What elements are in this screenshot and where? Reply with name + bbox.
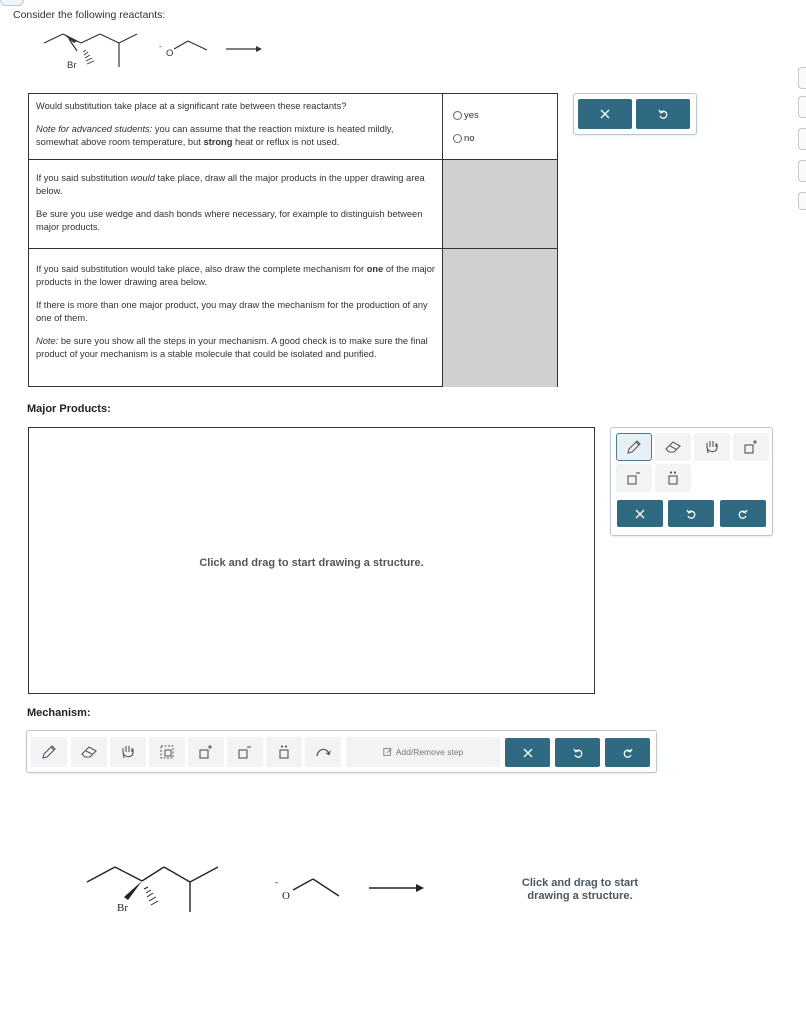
bond: [115, 867, 142, 881]
redo-mechanism-button[interactable]: [605, 738, 650, 767]
bond: [87, 867, 115, 882]
prompt-text: Consider the following reactants:: [13, 9, 166, 21]
selection-icon: [158, 743, 176, 761]
add-charge-tool[interactable]: [733, 433, 769, 461]
pencil-icon: [625, 438, 643, 456]
lone-pair-tool[interactable]: [655, 464, 691, 492]
selection-tool[interactable]: [149, 737, 185, 767]
question-table: [28, 93, 558, 387]
question-row-substitution: [29, 94, 557, 160]
clear-mechanism-button[interactable]: [505, 738, 550, 767]
hand-icon: [703, 438, 721, 456]
close-icon: [599, 108, 611, 120]
disabled-answer-cell: [443, 160, 557, 248]
mechanism-instruction-3: Note: be sure you show all the steps in your mechanism. A good check is to make sure the final product of your mechanism is a stable molecule that could be isolated and purified.: [36, 336, 428, 359]
radio-no[interactable]: [453, 133, 475, 144]
edge-tab: [798, 96, 806, 118]
bond: [313, 879, 339, 896]
reaction-arrow-head: [416, 884, 424, 892]
radio-yes-label: yes: [464, 110, 479, 121]
wedge-bond: [63, 34, 77, 43]
eraser-icon: [80, 743, 98, 761]
bond: [44, 34, 63, 43]
question-row-products: [29, 160, 557, 249]
major-products-title: Major Products:: [27, 403, 111, 415]
question-text: Would substitution take place at a significant rate between these reactants?: [36, 101, 347, 111]
add-charge-tool[interactable]: [188, 737, 224, 767]
bond: [81, 34, 100, 43]
mechanism-drawing-hint: Click and drag to start drawing a structure.: [521, 877, 639, 902]
hand-tool[interactable]: [694, 433, 730, 461]
edge-tab: [798, 67, 806, 89]
products-instruction-1: If you said substitution would take place, draw all the major products in the upper drawing area below.: [36, 173, 425, 196]
eraser-icon: [664, 438, 682, 456]
answer-buttons-panel: [573, 93, 697, 135]
pencil-tool[interactable]: [616, 433, 652, 461]
lone-pair-icon: [275, 743, 293, 761]
negative-charge-label: -: [275, 877, 278, 887]
top-edge-marker: [0, 0, 24, 6]
reaction-arrow-head: [256, 46, 262, 52]
minus-charge-tool[interactable]: [616, 464, 652, 492]
mechanism-toolbar: [26, 730, 657, 773]
hash-bond: [83, 50, 94, 64]
radio-no-label: no: [464, 133, 475, 144]
oxygen-label: O: [166, 48, 174, 59]
add-remove-step-label: Add/Remove step: [395, 747, 464, 757]
redo-drawing-button[interactable]: [720, 500, 766, 527]
undo-mechanism-button[interactable]: [555, 738, 600, 767]
mechanism-instruction-1: If you said substitution would take place, also draw the complete mechanism for one of the major products in the lower drawing area below.: [36, 264, 435, 287]
note-label: Note for advanced students:: [36, 124, 153, 134]
undo-icon: [657, 108, 669, 120]
clear-drawing-button[interactable]: [617, 500, 663, 527]
radio-no-circle[interactable]: [453, 134, 462, 143]
radio-yes-circle[interactable]: [453, 111, 462, 120]
add-charge-icon: [742, 438, 760, 456]
clear-button[interactable]: [578, 99, 632, 129]
drawing-hint: Click and drag to start drawing a structure.: [199, 557, 424, 569]
redo-icon: [622, 747, 634, 759]
answer-cell: [443, 94, 557, 159]
products-instructions: [29, 160, 443, 248]
negative-charge-label: -: [159, 42, 162, 51]
mechanism-instruction-2: If there is more than one major product, you may draw the mechanism for the production of any one of them.: [36, 300, 428, 323]
edge-tab: [798, 160, 806, 182]
bond: [188, 41, 207, 50]
advanced-note: Note for advanced students: you can assume that the reaction mixture is heated mildly, somewhat above room temperature, but strong heat or reflux is not used.: [36, 124, 394, 147]
bond: [174, 41, 188, 49]
undo-icon: [685, 508, 697, 520]
pencil-icon: [40, 743, 58, 761]
eraser-tool[interactable]: [71, 737, 107, 767]
minus-charge-icon: [625, 469, 643, 487]
pencil-tool[interactable]: [31, 737, 67, 767]
minus-charge-tool[interactable]: [227, 737, 263, 767]
hand-tool[interactable]: [110, 737, 146, 767]
add-remove-step-button[interactable]: [346, 737, 500, 767]
redo-icon: [737, 508, 749, 520]
bond: [119, 34, 137, 43]
lone-pair-tool[interactable]: [266, 737, 302, 767]
disabled-answer-cell: [443, 249, 557, 387]
close-icon: [634, 508, 646, 520]
mechanism-reactants-structure[interactable]: [80, 855, 440, 925]
curved-arrow-tool[interactable]: [305, 737, 341, 767]
reactants-structure: [40, 28, 270, 76]
eraser-tool[interactable]: [655, 433, 691, 461]
add-charge-icon: [197, 743, 215, 761]
wedge-bond: [124, 881, 142, 900]
hash-bond: [144, 887, 158, 905]
drawing-tools-panel: [610, 427, 773, 536]
bond: [100, 34, 119, 43]
undo-drawing-button[interactable]: [668, 500, 714, 527]
radio-yes[interactable]: [453, 110, 479, 121]
mechanism-title: Mechanism:: [27, 707, 91, 719]
oxygen-label: O: [282, 890, 290, 902]
edge-tab: [798, 192, 806, 210]
question-row-mechanism: [29, 249, 557, 387]
curved-arrow-icon: [314, 743, 332, 761]
edge-tab: [798, 128, 806, 150]
bromine-label: Br: [67, 60, 77, 71]
bond: [293, 879, 313, 890]
products-instruction-2: Be sure you use wedge and dash bonds where necessary, for example to distinguish between major products.: [36, 209, 423, 232]
bond: [142, 867, 164, 881]
bromine-label: Br: [117, 902, 128, 914]
question-cell: [29, 94, 443, 159]
minus-charge-icon: [236, 743, 254, 761]
mechanism-instructions: [29, 249, 443, 387]
major-products-drawing-area[interactable]: [28, 427, 595, 694]
undo-icon: [572, 747, 584, 759]
close-icon: [522, 747, 534, 759]
lone-pair-icon: [664, 469, 682, 487]
hand-icon: [119, 743, 137, 761]
undo-button[interactable]: [636, 99, 690, 129]
bond: [190, 867, 218, 882]
edit-icon: [383, 747, 393, 757]
bond: [164, 867, 190, 882]
